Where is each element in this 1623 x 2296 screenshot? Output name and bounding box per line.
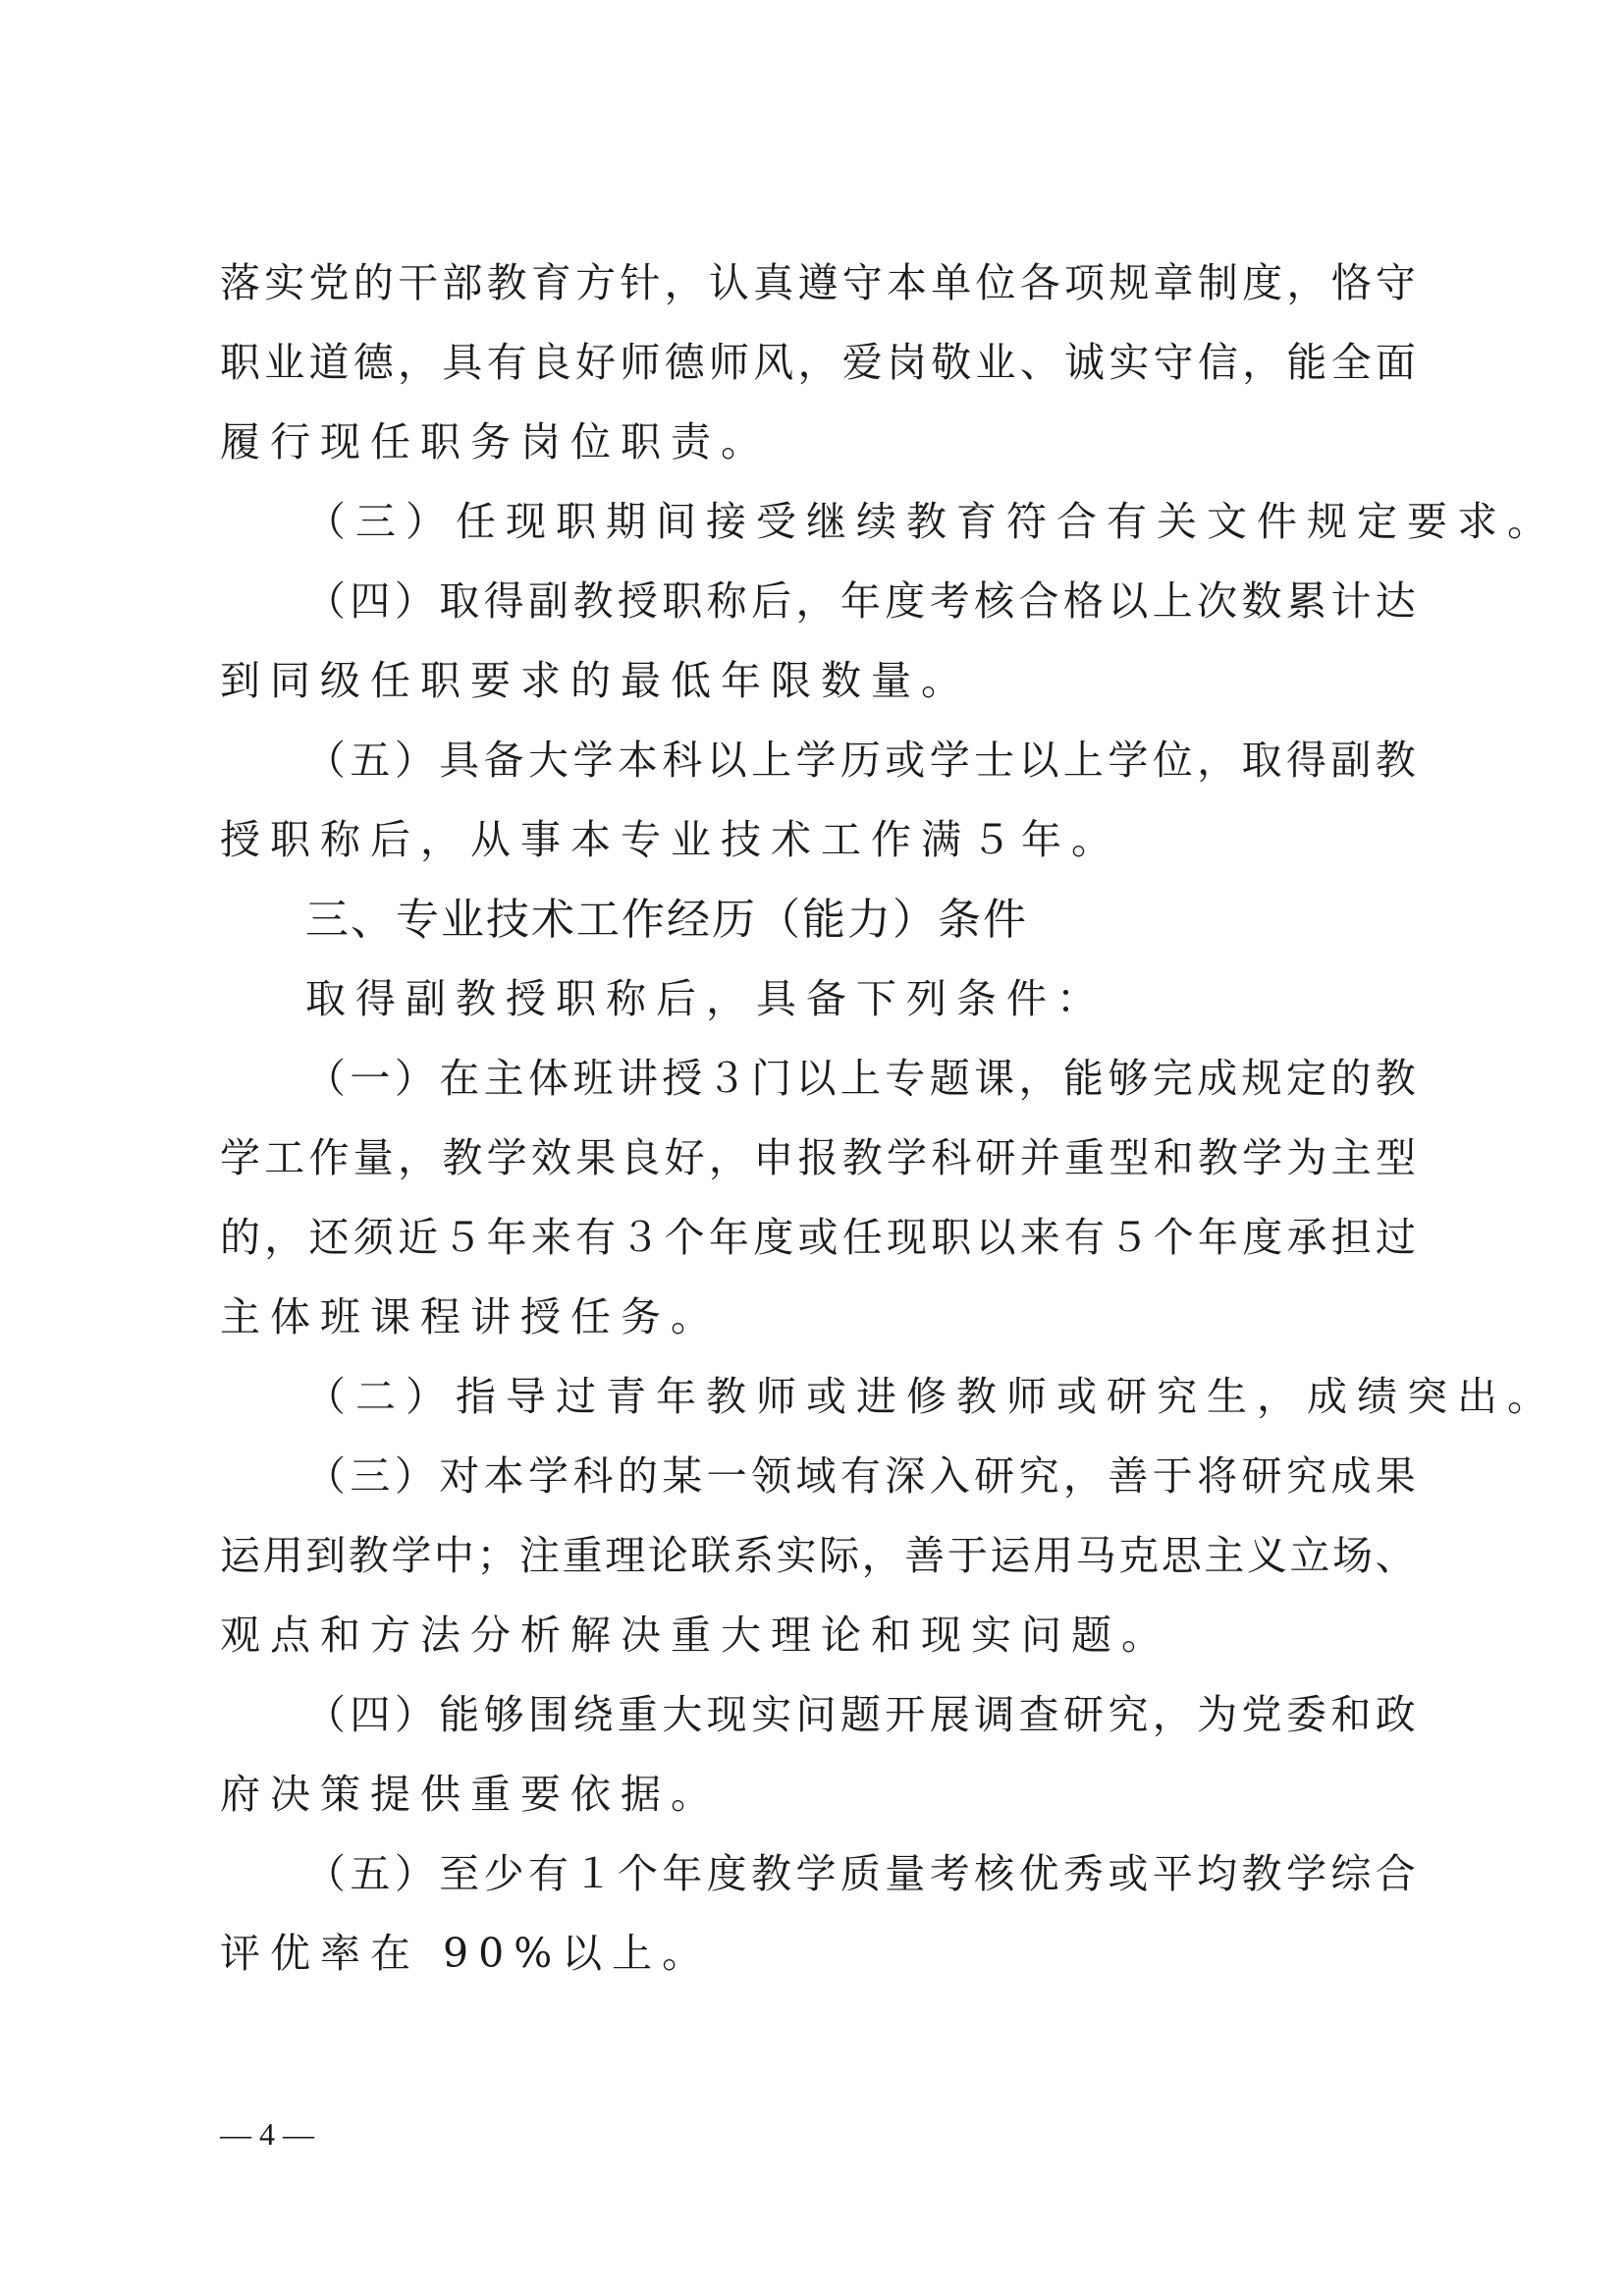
list-item-line: 授职称后，从事本专业技术工作满５年。 xyxy=(220,816,1121,863)
document-body xyxy=(220,244,1557,1994)
section-heading: 三、专业技术工作经历（能力）条件 xyxy=(305,895,1028,945)
list-item-line: 运 用 到 教 学 中 ； 注 重 理 论 联 系 实 际 ， 善 于 运 用 马 克 思 主 义 立 场 、 xyxy=(220,1532,1416,1579)
list-item-line: （ 五 ） 具 备 大 学 本 科 以 上 学 历 或 学 士 以 上 学 位 ， 取 得 副 教 xyxy=(305,737,1416,784)
list-item-line: （二）指导过青年教师或进修教师或研究生，成绩突出。 xyxy=(305,1373,1557,1420)
list-item-line: 学 工 作 量 ， 教 学 效 果 良 好 ， 申 报 教 学 科 研 并 重 型 和 教 学 为 主 型 xyxy=(220,1134,1416,1181)
list-item-line: （三）任现职期间接受继续教育符合有关文件规定要求。 xyxy=(305,498,1557,545)
list-item-line: 观点和方法分析解决重大理论和现实问题。 xyxy=(220,1612,1171,1659)
list-item-line: （ 一 ） 在 主 体 班 讲 授 ３ 门 以 上 专 题 课 ， 能 够 完 成 规 定 的 教 xyxy=(305,1055,1416,1102)
list-item-line: 主体班课程讲授任务。 xyxy=(220,1293,721,1340)
paragraph-line: 落 实 党 的 干 部 教 育 方 针 ， 认 真 遵 守 本 单 位 各 项 规 章 制 度 ， 恪 守 xyxy=(220,259,1416,306)
list-item-line: 的 ， 还 须 近 ５ 年 来 有 ３ 个 年 度 或 任 现 职 以 来 有 ５ 个 年 度 承 担 过 xyxy=(220,1214,1416,1261)
list-item-line: 府决策提供重要依据。 xyxy=(220,1771,721,1818)
paragraph-line: 履行现任职务岗位职责。 xyxy=(220,418,771,465)
list-item-line: 到同级任职要求的最低年限数量。 xyxy=(220,657,971,704)
list-item-line: 评优率在 90%以上。 xyxy=(220,1930,713,1977)
list-item-line: （ 四 ） 取 得 副 教 授 职 称 后 ， 年 度 考 核 合 格 以 上 次 数 累 计 达 xyxy=(305,577,1416,625)
paragraph-line: 职 业 道 德 ， 具 有 良 好 师 德 师 风 ， 爱 岗 敬 业 、 诚 实 守 信 ， 能 全 面 xyxy=(220,339,1416,386)
section-intro: 取得副教授职称后，具备下列条件： xyxy=(305,975,1107,1022)
list-item-line: （ 五 ） 至 少 有 １ 个 年 度 教 学 质 量 考 核 优 秀 或 平 均 教 学 综 合 xyxy=(305,1850,1416,1897)
list-item-line: （ 四 ） 能 够 围 绕 重 大 现 实 问 题 开 展 调 查 研 究 ， 为 党 委 和 政 xyxy=(305,1691,1416,1738)
page-number: — 4 — xyxy=(220,2116,314,2152)
list-item-line: （ 三 ） 对 本 学 科 的 某 一 领 域 有 深 入 研 究 ， 善 于 将 研 究 成 果 xyxy=(305,1452,1416,1500)
